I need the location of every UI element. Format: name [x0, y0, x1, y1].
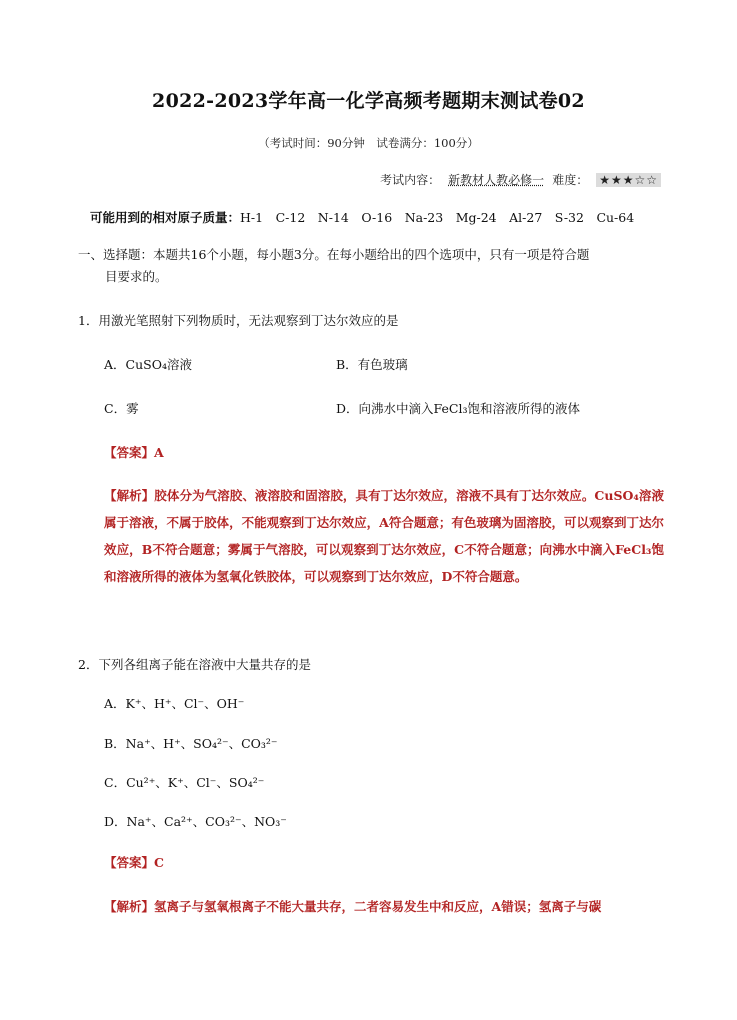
atomic-mass-label: 可能用到的相对原子质量：: [90, 210, 241, 225]
atomic-mass-line: [90, 208, 634, 226]
q1-option-d: D．向沸水中滴入FeCl₃饱和溶液所得的液体: [336, 401, 580, 416]
q2-answer: 【答案】C: [104, 855, 164, 870]
q1-option-a: A．CuSO₄溶液: [104, 357, 192, 372]
q2-option-c: C．Cu²⁺、K⁺、Cl⁻、SO₄²⁻: [104, 775, 265, 790]
q1-answer: 【答案】A: [104, 445, 164, 460]
q1-stem: 1．用激光笔照射下列物质时，无法观察到丁达尔效应的是: [78, 313, 399, 328]
q1-option-b: B．有色玻璃: [336, 357, 408, 372]
exam-title: 2022-2023学年高一化学高频考题期末测试卷02: [152, 90, 585, 112]
section-heading: [78, 244, 663, 288]
q2-option-b: B．Na⁺、H⁺、SO₄²⁻、CO₃²⁻: [104, 736, 278, 751]
exam-subtitle: （考试时间：90分钟 试卷满分：100分）: [258, 136, 479, 150]
q2-option-d: D．Na⁺、Ca²⁺、CO₃²⁻、NO₃⁻: [104, 814, 287, 829]
q2-option-a: A．K⁺、H⁺、Cl⁻、OH⁻: [104, 696, 245, 711]
q2-stem: 2．下列各组离子能在溶液中大量共存的是: [78, 657, 311, 672]
section-heading-line1: 一、选择题：本题共16个小题，每小题3分。在每小题给出的四个选项中，只有一项是符合题: [78, 247, 590, 262]
content-label: 考试内容：: [380, 173, 441, 187]
section-heading-line2: 目要求的。: [105, 269, 168, 284]
difficulty-label: 难度：: [552, 173, 589, 187]
atomic-mass-values: H-1 C-12 N-14 O-16 Na-23 Mg-24 Al-27 S-32 Cu-64: [240, 210, 635, 225]
q2-analysis: 【解析】氢离子与氢氧根离子不能大量共存，二者容易发生中和反应，A错误；氢离子与碳: [104, 899, 602, 914]
q1-analysis: 【解析】胶体分为气溶胶、液溶胶和固溶胶，具有丁达尔效应，溶液不具有丁达尔效应。CuSO₄溶液属于溶液，不属于胶体，不能观察到丁达尔效应，A符合题意；有色玻璃为固溶胶，可以观察到丁达尔效应，B不符合题意；雾属于气溶胶，可以观察到丁达尔效应，C不符合题意；向沸水中滴入FeCl₃饱和溶液所得的液体为氢氧化铁胶体，可以观察到丁达尔效应，D不符合题意。: [104, 488, 664, 584]
difficulty-stars: ★★★☆☆: [596, 173, 661, 187]
content-value: 新教材人教必修一: [448, 173, 545, 187]
exam-meta: [380, 171, 661, 188]
q1-option-c: C．雾: [104, 401, 139, 416]
